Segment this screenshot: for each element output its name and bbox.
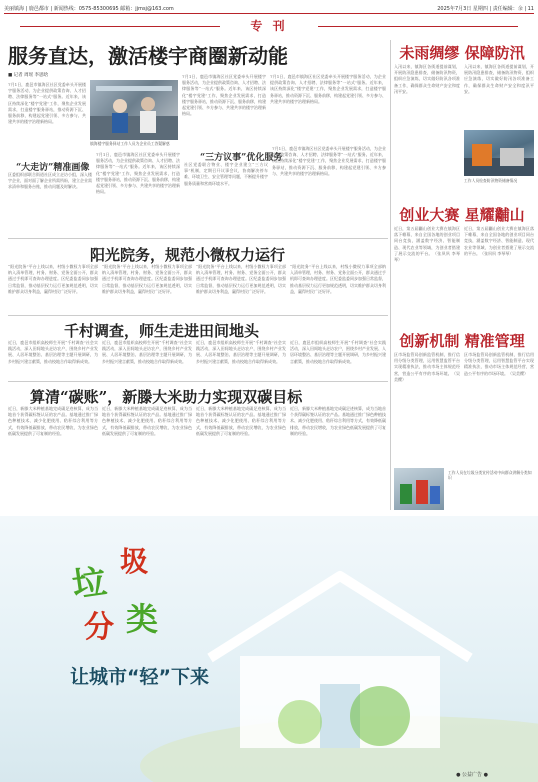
main-body-col4: 7月1日，鹿邑市镇海区社区党委牵头开展楼宇服务活动，为企业提供政策咨询、人才招聘、法律服务等“一站式”服务。近年来，该区持续深化“楼宇党建”工作，聚焦企业发展需求，打造楼宇服务驿站，推动资源下沉、服务前移，构建起党建引领、多方参与、共建共享的楼宇治理新格局。 (270, 74, 386, 104)
article2-headline: 阳光院务，规范小微权力运行 (90, 246, 286, 264)
main-body-col3: 7月1日，鹿邑市镇海区社区党委牵头开展楼宇服务活动，为企业提供政策咨询、人才招聘、法律服务等“一站式”服务。近年来，该区持续深化“楼宇党建”工作，聚焦企业发展需求，打造楼宇服务驿站，推动资源下沉、服务前移，构建起党建引领、多方参与、共建共享的楼宇治理新格局。 (182, 74, 266, 117)
section-rule-right (318, 26, 518, 27)
article2-body-col1: “阳光院务”平台上线以来，村级小微权力事项全部纳入清单管理，村务、财务、党务全面公开，群众通过手机即可查询办理进度。区纪委监委同步加强日常监督，推动基层权力运行更加规范透明，切实维护群众切身利益，赢得村民广泛好评。 (8, 264, 98, 294)
main-headline: 服务直达，激活楼宇商圈新动能 (8, 44, 288, 68)
article4-body-col4: 近日，新滕大米种植基地完成碳足迹核算，成为当地首个获得碳标签认证的农产品。基地通过推广绿色种植技术、减少化肥使用、秸秆综合利用等方式，有效降低碳排放，带动农民增收，为农业绿色低碳发展提供了可复制的经验。 (290, 406, 386, 436)
article3-headline: 千村调查，师生走进田间地头 (64, 322, 260, 340)
right1-body-col2: 入汛以来，镇海区各街道提前谋划，开展防汛隐患排查，储备防汛物资，组织应急演练，切实做好防汛各项准备工作，确保群众生命财产安全和度汛平安。 (464, 64, 534, 94)
right1-body-col1: 入汛以来，镇海区各街道提前谋划，开展防汛隐患排查，储备防汛物资，组织应急演练，切实做好防汛各项准备工作，确保群众生命财产安全和度汛平安。 (394, 64, 460, 94)
article2-body-col3: “阳光院务”平台上线以来，村级小微权力事项全部纳入清单管理，村务、财务、党务全面公开，群众通过手机即可查询办理进度。区纪委监委同步加强日常监督，推动基层权力运行更加规范透明，切实维护群众切身利益，赢得村民广泛好评。 (196, 264, 286, 294)
sidebar-separator (390, 40, 391, 510)
main-sub1-title: “大走访”精准画像 (16, 163, 90, 173)
main-photo (90, 80, 178, 140)
article3-body-col4: 近日，鹿邑市组织高校师生开展“千村调查”社会实践活动，深入田间地头走访农户，围绕乡村产业发展、人居环境整治、基层治理等主题开展调研，为乡村振兴建言献策，推动校地合作取得新成效。 (290, 340, 386, 364)
right1-photo-scene (464, 130, 534, 176)
right2-title: 创业大赛 星耀黼山 (399, 206, 525, 224)
main-byline: ■ 记者 周瑶 李思晗 (8, 73, 49, 78)
right3-title: 创新机制 精准管理 (399, 332, 525, 350)
article4-headline: 算清“碳账”，新滕大米助力实现双碳目标 (30, 388, 303, 406)
section-rule-left (20, 26, 220, 27)
article4-body-col3: 近日，新滕大米种植基地完成碳足迹核算，成为当地首个获得碳标签认证的农产品。基地通过推广绿色种植技术、减少化肥使用、秸秆综合利用等方式，有效降低碳排放，带动农民增收，为农业绿色低碳发展提供了可复制的经验。 (196, 406, 286, 436)
right3-body-col2: 区市场监管局创新监管机制，推行信用分级分类管理，运用智慧监管平台实现精准执法，推动市场主体规范经营，营造公平有序的市场环境。（吴美樱） (464, 352, 534, 376)
ad-word-2: 圾 (120, 545, 149, 578)
main-sub2-body: 社区党委联合物业、楼宇企业建立“三方议事”机制，定期召开议事会议，协商解决停车难、环境卫生、安全管理等问题，不断提升楼宇服务质量和营商环境水平。 (184, 162, 268, 186)
main-photo-scene (90, 80, 178, 140)
main-photo-caption: 镇海楼宇服务驿站工作人员为企业员工答疑解惑 (90, 141, 170, 146)
divider-2 (8, 315, 388, 316)
bottom-right-photo-scene (394, 468, 444, 510)
right1-photo (464, 130, 534, 176)
right1-title: 未雨绸缪 保障防汛 (399, 44, 525, 62)
header-left-info: 美丽镇海 | 鹿邑都市 | 新闻热线：0575-85300695 邮箱：jjmsj@163.com (4, 6, 174, 12)
ad-word-1: 垃 (69, 561, 110, 607)
ad-slogan: 让城市“轻”下来 (70, 666, 209, 688)
article2-body-col4: “阳光院务”平台上线以来，村级小微权力事项全部纳入清单管理，村务、财务、党务全面公开，群众通过手机即可查询办理进度。区纪委监委同步加强日常监督，推动基层权力运行更加规范透明，切实维护群众切身利益，赢得村民广泛好评。 (290, 264, 386, 294)
main-sub2-title: “三方议事”优化服务 (200, 153, 283, 163)
section-title (0, 17, 538, 37)
main-body-col1: 7月1日，鹿邑市镇海区社区党委牵头开展楼宇服务活动，为企业提供政策咨询、人才招聘、法律服务等“一站式”服务。近年来，该区持续深化“楼宇党建”工作，聚焦企业发展需求，打造楼宇服务驿站，推动资源下沉、服务前移，构建起党建引领、多方参与、共建共享的楼宇治理新格局。 (8, 82, 86, 125)
ad-word-4: 类 (126, 600, 159, 638)
article3-body-col1: 近日，鹿邑市组织高校师生开展“千村调查”社会实践活动，深入田间地头走访农户，围绕乡村产业发展、人居环境整治、基层治理等主题开展调研，为乡村振兴建言献策，推动校地合作取得新成效。 (8, 340, 98, 364)
bottom-right-photo (394, 468, 444, 510)
article3-body-col2: 近日，鹿邑市组织高校师生开展“千村调查”社会实践活动，深入田间地头走访农户，围绕乡村产业发展、人居环境整治、基层治理等主题开展调研，为乡村振兴建言献策，推动校地合作取得新成效。 (102, 340, 192, 364)
page-header (0, 0, 538, 16)
main-body-col4b: 7月1日，鹿邑市镇海区社区党委牵头开展楼宇服务活动，为企业提供政策咨询、人才招聘、法律服务等“一站式”服务。近年来，该区持续深化“楼宇党建”工作，聚焦企业发展需求，打造楼宇服务驿站，推动资源下沉、服务前移，构建起党建引领、多方参与、共建共享的楼宇治理新格局。 (272, 146, 386, 176)
header-rule (4, 13, 534, 14)
public-service-ad (0, 516, 538, 782)
bottom-right-caption: 工作人员在垃圾分类宣传活动中向群众讲解分类知识 (448, 470, 532, 480)
ad-footer-tag: ● 公益广告 ● (456, 772, 488, 778)
right2-body-col2: 近日，第五届黼山创业大赛在镇海区落下帷幕，来自全国各地的创业项目同台竞技，涵盖数字经济、智能制造、现代农业等领域，为创业者搭建了展示交流的平台。（张夙夙 李琴琴） (464, 226, 534, 256)
article4-body-col2: 近日，新滕大米种植基地完成碳足迹核算，成为当地首个获得碳标签认证的农产品。基地通过推广绿色种植技术、减少化肥使用、秸秆综合利用等方式，有效降低碳排放，带动农民增收，为农业绿色低碳发展提供了可复制的经验。 (102, 406, 192, 436)
article4-body-col1: 近日，新滕大米种植基地完成碳足迹核算，成为当地首个获得碳标签认证的农产品。基地通过推广绿色种植技术、减少化肥使用、秸秆综合利用等方式，有效降低碳排放，带动农民增收，为农业绿色低碳发展提供了可复制的经验。 (8, 406, 98, 436)
article2-body-col2: “阳光院务”平台上线以来，村级小微权力事项全部纳入清单管理，村务、财务、党务全面公开，群众通过手机即可查询办理进度。区纪委监委同步加强日常监督，推动基层权力运行更加规范透明，切实维护群众切身利益，赢得村民广泛好评。 (102, 264, 192, 294)
right1-photo-caption: 工作人员检查防汛物资储备情况 (464, 178, 518, 183)
article3-body-col3: 近日，鹿邑市组织高校师生开展“千村调查”社会实践活动，深入田间地头走访农户，围绕乡村产业发展、人居环境整治、基层治理等主题开展调研，为乡村振兴建言献策，推动校地合作取得新成效。 (196, 340, 286, 364)
divider-1 (8, 238, 388, 239)
main-body-col2b: 7月1日，鹿邑市镇海区社区党委牵头开展楼宇服务活动，为企业提供政策咨询、人才招聘、法律服务等“一站式”服务。近年来，该区持续深化“楼宇党建”工作，聚焦企业发展需求，打造楼宇服务驿站，推动资源下沉、服务前移，构建起党建引领、多方参与、共建共享的楼宇治理新格局。 (96, 152, 180, 195)
right3-body-col1: 区市场监管局创新监管机制，推行信用分级分类管理，运用智慧监管平台实现精准执法，推动市场主体规范经营，营造公平有序的市场环境。（吴美樱） (394, 352, 460, 382)
ad-word-3: 分 (84, 610, 114, 645)
header-date-page: 2025年7月3日 星期四 | 责任编辑：余 | 11 (437, 6, 534, 12)
divider-3 (8, 381, 388, 382)
section-label: 专 刊 (250, 19, 288, 33)
main-sub1-body: 区委组织部联合街道社区成立走访小组，深入楼宇企业，面对面了解企业所需所盼，建立企业需求清单和服务台账，推动问题及时解决。 (8, 172, 92, 190)
right2-body-col1: 近日，第五届黼山创业大赛在镇海区落下帷幕，来自全国各地的创业项目同台竞技，涵盖数字经济、智能制造、现代农业等领域，为创业者搭建了展示交流的平台。（张夙夙 李琴琴） (394, 226, 460, 263)
